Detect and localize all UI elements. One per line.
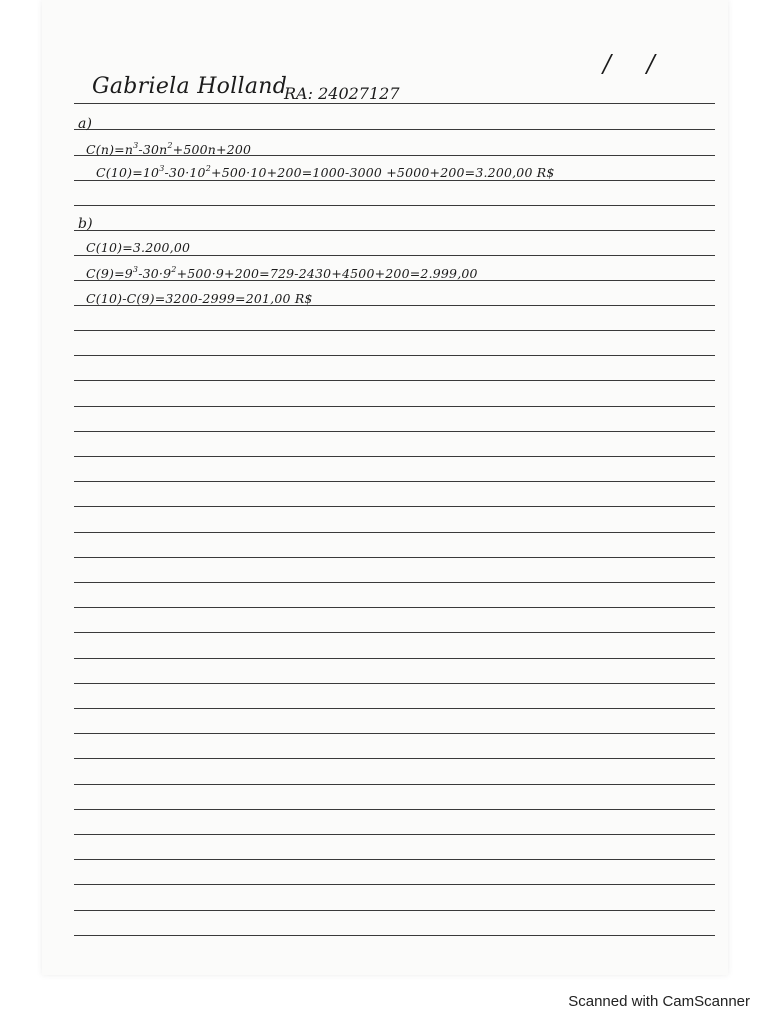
- ruled-line: [74, 431, 715, 432]
- ruled-line: [74, 632, 715, 633]
- cost-10-result-line: C(10)=3.200,00: [86, 240, 191, 255]
- marginal-cost-line: C(10)-C(9)=3200-2999=201,00 R$: [86, 291, 313, 306]
- ruled-line: [74, 557, 715, 558]
- ruled-line: [74, 406, 715, 407]
- student-name: Gabriela Holland: [92, 74, 288, 99]
- student-ra: RA: 24027127: [284, 84, 400, 103]
- ruled-line: [74, 532, 715, 533]
- scanner-watermark: Scanned with CamScanner: [568, 993, 750, 1010]
- cost-at-10-line: $C(10)=10^3-30\cdot 10^2+500\cdot 10+200=1000-3000 +5000+200=3.200,00$ R$: [96, 164, 555, 180]
- ruled-line: [74, 834, 715, 835]
- ruled-line: [74, 935, 715, 936]
- ruled-line: [74, 456, 715, 457]
- ruled-line: [74, 758, 715, 759]
- ruled-line: [74, 910, 715, 911]
- ruled-line: [74, 784, 715, 785]
- date-field: / /: [603, 50, 669, 78]
- ruled-line: [74, 330, 715, 331]
- ruled-line: [74, 380, 715, 381]
- section-a-label: a): [78, 116, 93, 132]
- ruled-line: [74, 103, 715, 104]
- ruled-line: [74, 708, 715, 709]
- ruled-line: [74, 658, 715, 659]
- ruled-line: [74, 683, 715, 684]
- ruled-line: [74, 205, 715, 206]
- ruled-line: [74, 255, 715, 256]
- ruled-line: [74, 884, 715, 885]
- ruled-line: [74, 733, 715, 734]
- ruled-line: [74, 809, 715, 810]
- ruled-line: [74, 582, 715, 583]
- ruled-line: [74, 607, 715, 608]
- ruled-line: [74, 506, 715, 507]
- section-b-label: b): [78, 216, 93, 232]
- ruled-line: [74, 355, 715, 356]
- ruled-line: [74, 129, 715, 130]
- cost-function-line: $C(n)=n^3-30n^2+500n+200$: [86, 141, 252, 157]
- ruled-line: [74, 230, 715, 231]
- ruled-line: [74, 481, 715, 482]
- ruled-line: [74, 180, 715, 181]
- cost-at-9-line: $C(9)=9^3-30\cdot 9^2+500\cdot 9+200=729-2430+4500+200=2.999,00$: [86, 265, 478, 281]
- ruled-line: [74, 859, 715, 860]
